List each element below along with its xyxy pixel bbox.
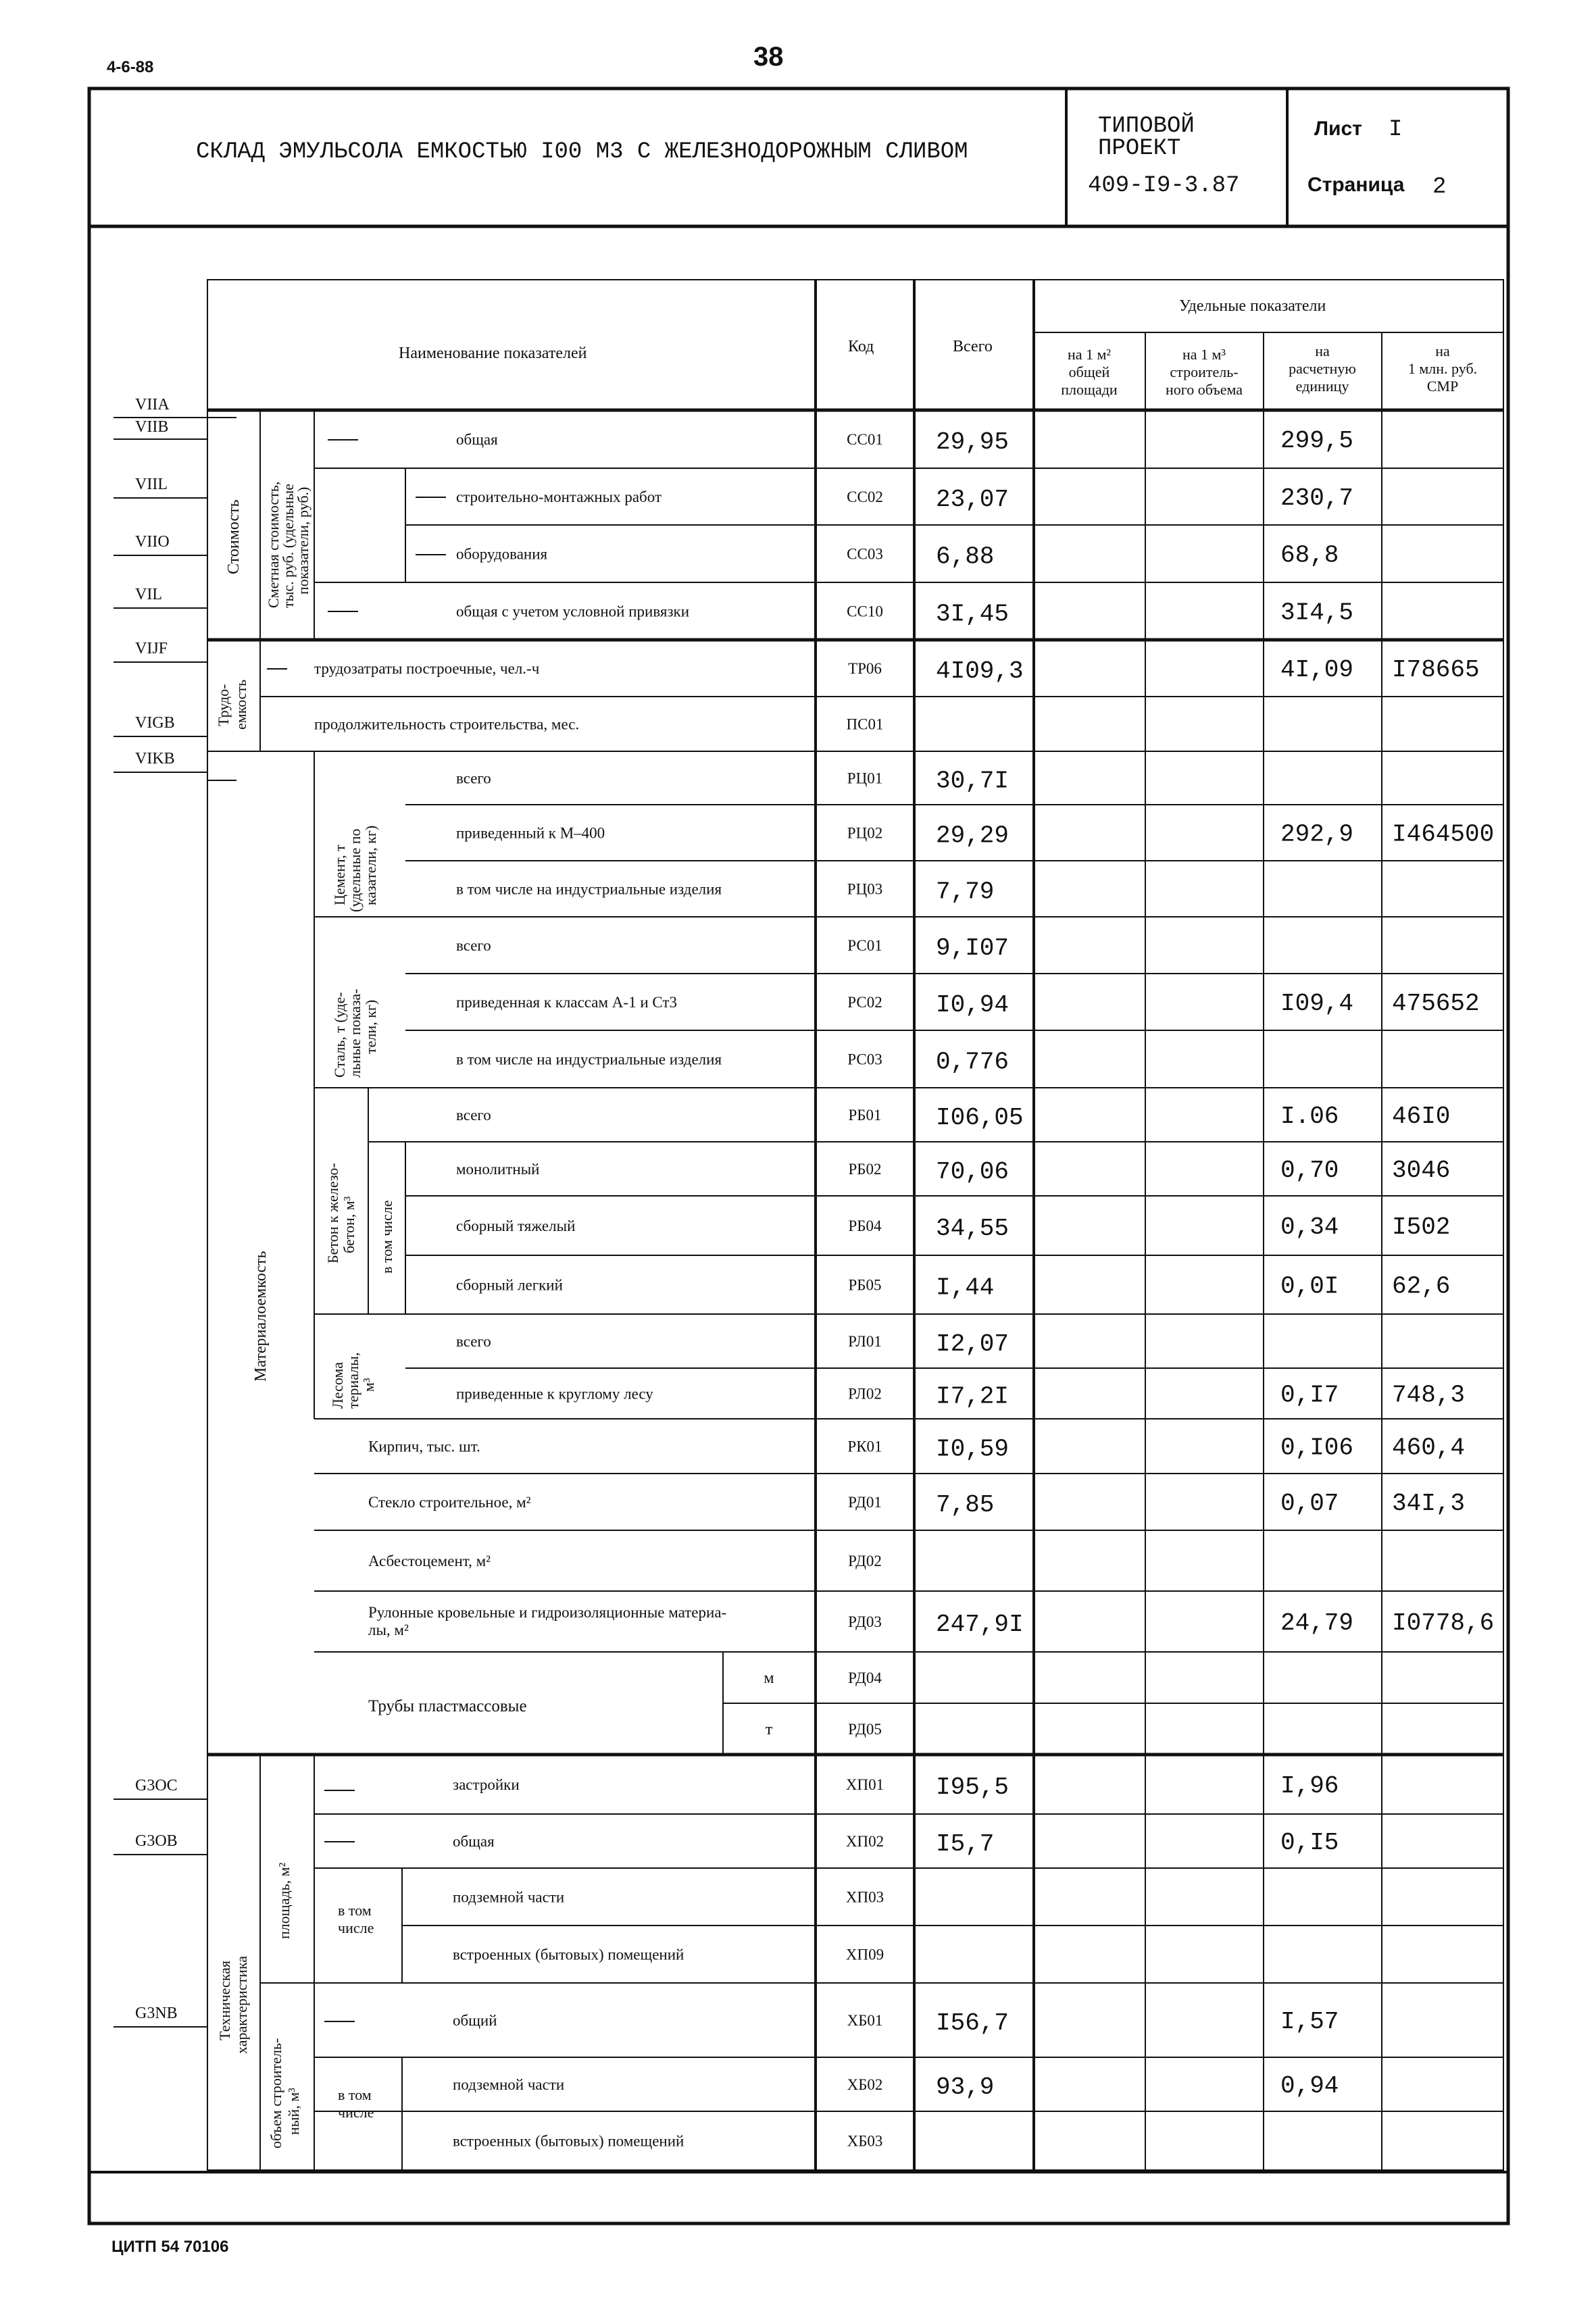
- project-label-typical: ТИПОВОЙ: [1098, 114, 1195, 139]
- row-code: РЛ01: [848, 1333, 882, 1350]
- row-unit-value: 230,7: [1280, 484, 1354, 512]
- row-name: приведенные к круглому лесу: [456, 1385, 653, 1403]
- row-code: РЦ02: [847, 824, 883, 842]
- row-name: подземной части: [453, 2076, 565, 2093]
- row-total: 29,29: [936, 822, 1009, 850]
- header-code: Код: [848, 338, 874, 355]
- row-unit: т: [765, 1721, 773, 1738]
- row-total: 34,55: [936, 1215, 1009, 1242]
- group-timber-2: териалы,: [345, 1352, 361, 1409]
- row-code: РС02: [847, 994, 882, 1011]
- header-per-m3-3: ного объема: [1165, 381, 1243, 398]
- row-code: СС03: [847, 545, 883, 563]
- group-cement-2: (удельные по: [347, 828, 364, 912]
- margin-code: VIIB: [135, 418, 169, 436]
- page-label: Страница: [1307, 174, 1405, 196]
- row-total: 3I,45: [936, 600, 1009, 628]
- row-name: приведенная к классам А-1 и Ст3: [456, 994, 677, 1011]
- row-name: Трубы пластмассовые: [368, 1697, 527, 1715]
- row-unit-value: I09,4: [1280, 990, 1354, 1017]
- row-total: I0,59: [936, 1435, 1009, 1463]
- group-cost-sub-3: показатели, руб.): [295, 486, 311, 595]
- group-concrete-2: бетон, м³: [341, 1196, 357, 1253]
- row-code: ХБ01: [847, 2012, 883, 2029]
- project-label-project: ПРОЕКТ: [1098, 136, 1181, 161]
- row-code: РД05: [848, 1721, 882, 1738]
- row-code: ХП03: [845, 1888, 884, 1906]
- row-code: ХП01: [845, 1776, 884, 1793]
- row-name: всего: [456, 1107, 491, 1124]
- row-mln-value: I502: [1392, 1213, 1451, 1241]
- header-name: Наименование показателей: [399, 345, 587, 362]
- header-per-unit-1: на: [1315, 343, 1330, 359]
- header-per-m2-1: на 1 м²: [1067, 346, 1112, 363]
- group-concrete-incl: в том числе: [378, 1200, 395, 1274]
- row-total: 93,9: [936, 2073, 995, 2101]
- group-timber-1: Лесома: [329, 1362, 346, 1409]
- margin-code: G3OB: [135, 1832, 178, 1850]
- page-number: 38: [753, 42, 784, 72]
- row-code: РД03: [848, 1613, 882, 1630]
- row-name: Асбестоцемент, м²: [368, 1553, 491, 1569]
- row-name: строительно-монтажных работ: [456, 488, 662, 505]
- row-name: трудозатраты построечные, чел.-ч: [314, 660, 540, 677]
- row-name: сборный тяжелый: [456, 1217, 576, 1234]
- margin-code: VIJF: [135, 640, 168, 657]
- row-code: РЦ03: [847, 880, 883, 898]
- row-name: монолитный: [456, 1161, 540, 1178]
- row-total: 30,7I: [936, 767, 1009, 795]
- project-code: 409-I9-3.87: [1088, 173, 1240, 199]
- header-per-mln-1: на: [1435, 343, 1450, 359]
- row-total: 6,88: [936, 543, 995, 571]
- row-code: СС10: [847, 603, 883, 620]
- row-code: РД04: [848, 1669, 882, 1686]
- incl-area-1: в том: [338, 1902, 372, 1919]
- row-code: РД01: [848, 1494, 882, 1511]
- row-unit: м: [764, 1669, 774, 1687]
- header-per-mln-2: 1 млн. руб.: [1407, 360, 1478, 377]
- page-value: 2: [1432, 174, 1447, 200]
- header-specific: Удельные показатели: [1179, 297, 1326, 315]
- row-name: Рулонные кровельные и гидроизоляционные материа-: [368, 1604, 727, 1621]
- row-mln-value: I78665: [1392, 656, 1480, 684]
- row-unit-value: I.06: [1280, 1103, 1339, 1130]
- margin-code: G3OC: [135, 1777, 178, 1794]
- sheet-label: Лист: [1314, 118, 1362, 140]
- header-per-mln-3: СМР: [1426, 378, 1459, 395]
- header-per-m2-2: общей: [1068, 363, 1110, 380]
- row-total: 23,07: [936, 486, 1009, 513]
- sheet-value: I: [1389, 117, 1403, 143]
- document-title: СКЛАД ЭМУЛЬСОЛА ЕМКОСТЬЮ I00 М3 С ЖЕЛЕЗНОДОРОЖНЫМ СЛИВОМ: [196, 139, 968, 165]
- row-total: I95,5: [936, 1774, 1009, 1801]
- margin-code: G3NB: [135, 2005, 178, 2022]
- group-area: площадь, м²: [276, 1862, 293, 1939]
- row-unit-value: 0,I5: [1280, 1829, 1339, 1857]
- row-unit-value: 292,9: [1280, 820, 1354, 849]
- group-steel-3: тели, кг): [362, 999, 379, 1054]
- group-volume-2: ный, м³: [285, 2088, 302, 2135]
- row-mln-value: 748,3: [1392, 1381, 1466, 1409]
- group-cement-3: казатели, кг): [362, 825, 379, 905]
- margin-code: VIKB: [135, 750, 175, 768]
- group-steel-1: Сталь, т (уде-: [331, 992, 348, 1078]
- row-total: 7,79: [936, 878, 995, 906]
- row-unit-value: 0,34: [1280, 1213, 1339, 1241]
- row-mln-value: I464500: [1392, 820, 1495, 849]
- row-unit-value: 299,5: [1280, 427, 1354, 455]
- row-unit-value: 68,8: [1280, 541, 1339, 570]
- header-total: Всего: [953, 338, 993, 355]
- row-mln-value: 3046: [1392, 1157, 1451, 1184]
- footer-code: ЦИТП 54 70106: [111, 2238, 229, 2256]
- row-total: I7,2I: [936, 1382, 1009, 1411]
- row-total: 70,06: [936, 1158, 1009, 1186]
- row-name: Стекло строительное, м²: [368, 1494, 531, 1511]
- row-name: Кирпич, тыс. шт.: [368, 1438, 480, 1455]
- row-name: всего: [456, 770, 491, 787]
- row-name: общая с учетом условной привязки: [456, 603, 690, 620]
- group-cost-sub-1: Сметная стоимость,: [265, 481, 282, 608]
- header-per-unit-3: единицу: [1295, 378, 1349, 395]
- row-name: продолжительность строительства, мес.: [314, 715, 580, 733]
- row-code: РБ01: [848, 1107, 882, 1124]
- row-name: встроенных (бытовых) помещений: [453, 1946, 684, 1963]
- group-cost: Стоимость: [225, 499, 243, 574]
- row-code: ХБ02: [847, 2076, 883, 2093]
- row-code: РБ02: [848, 1161, 882, 1178]
- row-mln-value: 460,4: [1392, 1434, 1466, 1462]
- row-total: 7,85: [936, 1491, 995, 1519]
- row-code: РЛ02: [848, 1385, 882, 1403]
- row-total: I5,7: [936, 1830, 995, 1858]
- row-unit-value: 0,0I: [1280, 1272, 1339, 1301]
- group-materials: Материалоемкость: [252, 1251, 270, 1382]
- row-total: 0,776: [936, 1048, 1009, 1076]
- row-code: ХП09: [845, 1946, 884, 1963]
- row-name: встроенных (бытовых) помещений: [453, 2132, 684, 2150]
- row-name: застройки: [453, 1776, 520, 1793]
- group-cost-sub-2: тыс. руб. (удельные: [280, 483, 297, 608]
- row-name: оборудования: [456, 545, 548, 563]
- group-timber-3: м³: [360, 1378, 377, 1392]
- margin-code: VIIA: [135, 396, 170, 413]
- row-code: РБ05: [848, 1276, 882, 1294]
- row-total: I56,7: [936, 2009, 1009, 2037]
- row-total: I06,05: [936, 1104, 1024, 1132]
- row-unit-value: 0,70: [1280, 1157, 1339, 1184]
- row-code: РС03: [847, 1051, 882, 1068]
- group-labor-2: емкость: [232, 679, 249, 730]
- margin-code: VIL: [135, 586, 162, 603]
- row-unit-value: 4I,09: [1280, 656, 1354, 684]
- group-concrete-1: Бетон к железо-: [324, 1163, 341, 1263]
- row-unit-value: I,57: [1280, 2008, 1339, 2036]
- row-name: всего: [456, 937, 491, 954]
- row-total: 29,95: [936, 428, 1009, 456]
- row-unit-value: 24,79: [1280, 1609, 1354, 1637]
- row-total: 247,9I: [936, 1611, 1024, 1638]
- row-code: РЦ01: [847, 770, 883, 787]
- row-unit-value: 0,I7: [1280, 1381, 1339, 1409]
- group-tech-1: Техническая: [216, 1960, 233, 2040]
- row-unit-value: 0,07: [1280, 1490, 1339, 1517]
- row-total: 4I09,3: [936, 657, 1024, 685]
- row-name: приведенный к М–400: [456, 824, 605, 842]
- row-name: лы, м²: [368, 1621, 409, 1638]
- group-tech-2: характеристика: [233, 1955, 250, 2054]
- margin-code: VIIO: [135, 533, 170, 551]
- row-code: РБ04: [848, 1217, 882, 1234]
- row-name: общий: [453, 2012, 497, 2029]
- row-mln-value: 475652: [1392, 990, 1480, 1017]
- margin-code: VIIL: [135, 476, 168, 493]
- row-unit-value: 3I4,5: [1280, 599, 1354, 627]
- header-per-m2-3: площади: [1061, 381, 1118, 398]
- row-name: сборный легкий: [456, 1276, 563, 1294]
- row-mln-value: 62,6: [1392, 1272, 1451, 1301]
- row-mln-value: 34I,3: [1392, 1490, 1466, 1517]
- row-name: в том числе на индустриальные изделия: [456, 880, 722, 898]
- row-code: СС02: [847, 488, 883, 505]
- row-name: в том числе на индустриальные изделия: [456, 1051, 722, 1068]
- group-steel-2: льные показа-: [347, 988, 364, 1078]
- row-name: общая: [456, 431, 498, 448]
- header-per-unit-2: расчетную: [1289, 360, 1356, 377]
- margin-code: VIGB: [135, 714, 175, 732]
- group-labor-1: Трудо-: [215, 684, 232, 726]
- row-code: ТР06: [848, 660, 882, 677]
- incl-volume-1: в том: [338, 2086, 372, 2103]
- row-name: общая: [453, 1833, 495, 1850]
- row-code: ХБ03: [847, 2132, 883, 2150]
- row-mln-value: 46I0: [1392, 1103, 1451, 1130]
- row-mln-value: I0778,6: [1392, 1609, 1495, 1637]
- row-unit-value: 0,94: [1280, 2072, 1339, 2100]
- row-total: I,44: [936, 1274, 995, 1302]
- group-cement-1: Цемент, т: [331, 845, 348, 905]
- group-volume-1: объем строитель-: [268, 2038, 284, 2148]
- row-total: 9,I07: [936, 934, 1009, 962]
- row-name: подземной части: [453, 1888, 565, 1906]
- row-unit-value: I,96: [1280, 1772, 1339, 1800]
- row-code: ПС01: [846, 715, 884, 733]
- date-stamp: 4-6-88: [107, 58, 154, 76]
- incl-volume-2: числе: [338, 2104, 374, 2121]
- row-total: I2,07: [936, 1330, 1009, 1358]
- row-name: всего: [456, 1333, 491, 1350]
- row-code: РС01: [847, 937, 882, 954]
- row-total: I0,94: [936, 991, 1009, 1019]
- row-unit-value: 0,I06: [1280, 1434, 1354, 1462]
- header-per-m3-2: строитель-: [1170, 363, 1239, 380]
- row-code: РД02: [848, 1553, 882, 1569]
- row-code: СС01: [847, 431, 883, 448]
- row-code: ХП02: [845, 1833, 884, 1850]
- header-per-m3-1: на 1 м³: [1182, 346, 1226, 363]
- incl-area-2: числе: [338, 1919, 374, 1936]
- row-code: РК01: [847, 1438, 882, 1455]
